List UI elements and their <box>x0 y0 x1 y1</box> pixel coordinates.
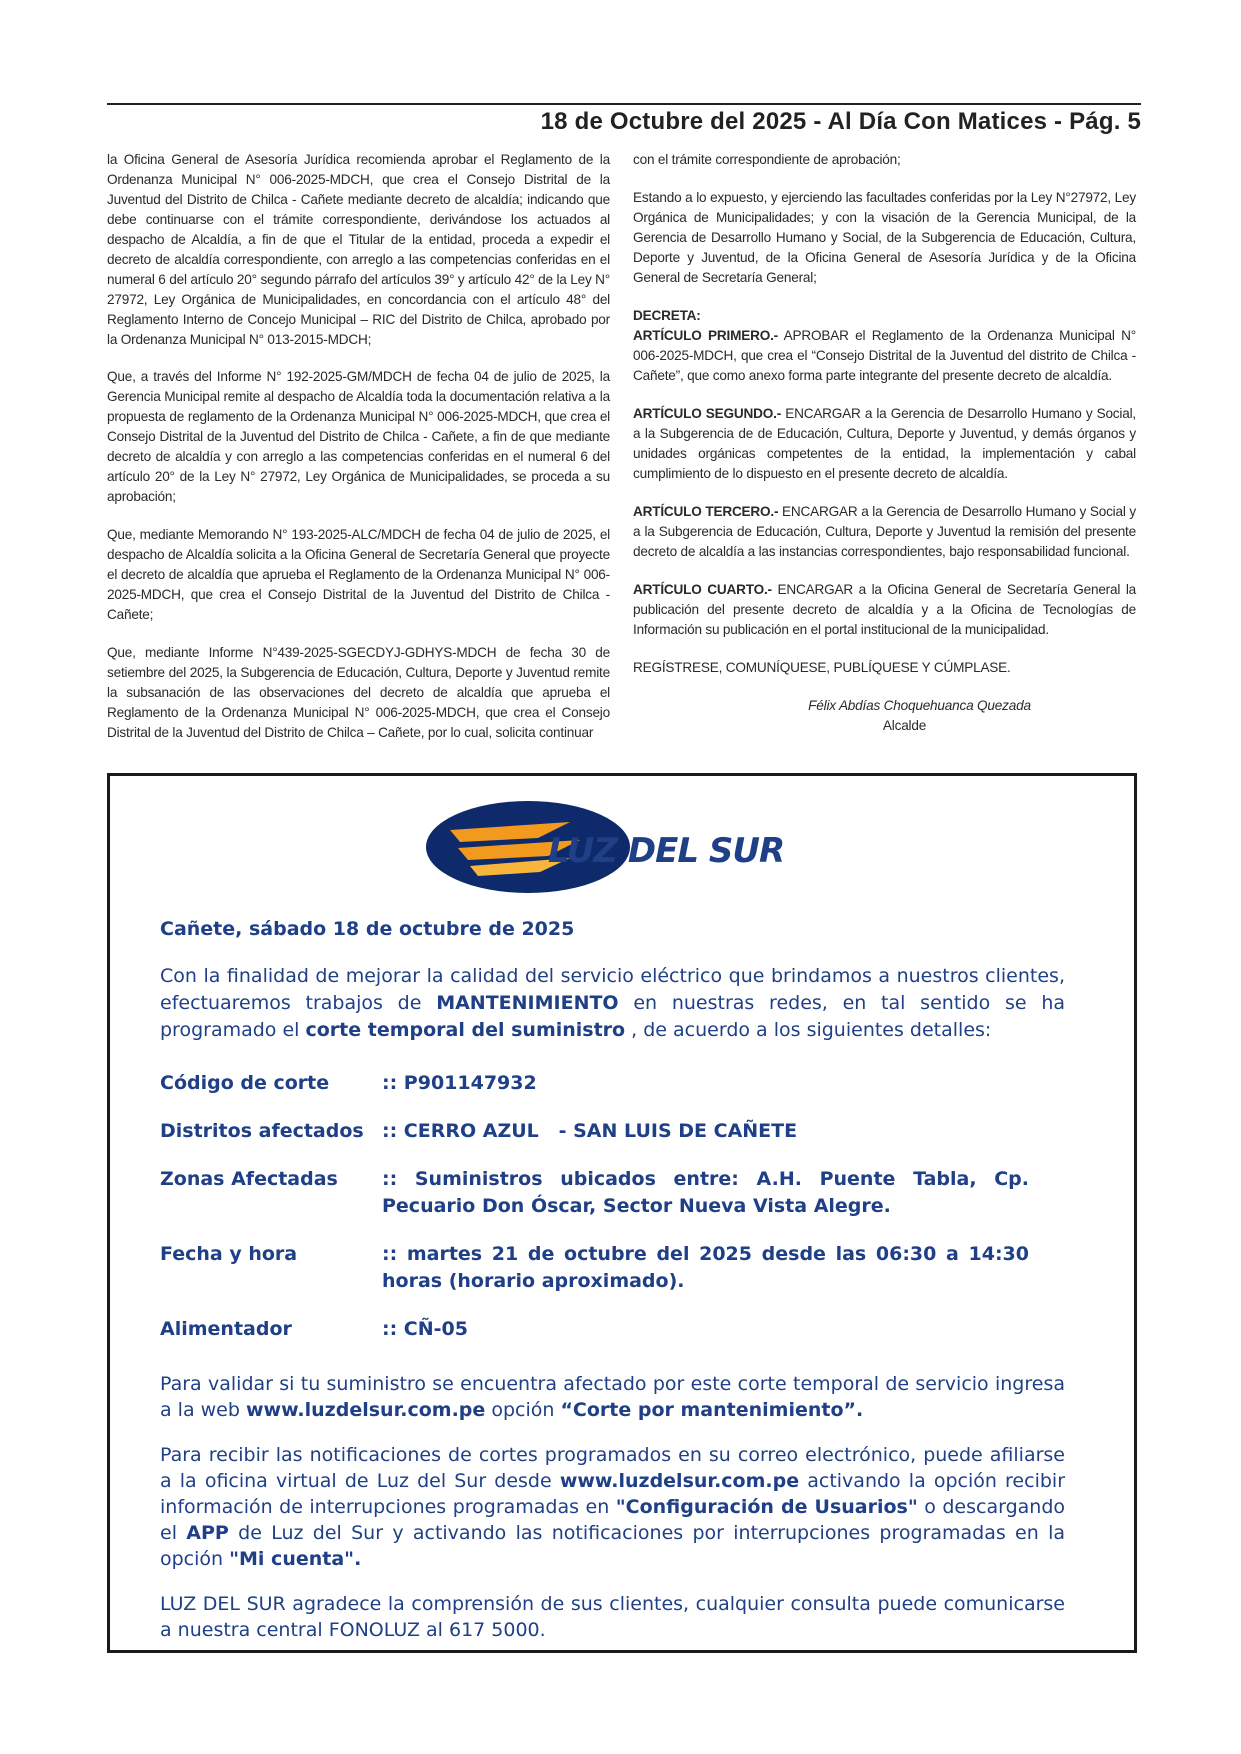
page-header-title: 18 de Octubre del 2025 - Al Día Con Matices - Pág. 5 <box>540 108 1141 135</box>
detail-label: Código de corte <box>160 1072 330 1094</box>
detail-label: Zonas Afectadas <box>160 1168 338 1190</box>
article-4-text: ENCARGAR a la Oficina General de Secretaría General la publicación del presente decreto de alcaldía y a la Oficina de Tecnologías de Información su publicación en el portal institucional de la municipalidad. <box>633 582 1136 637</box>
luz-del-sur-notice <box>107 773 1137 1653</box>
notif-text-b: activando la opción recibir información de interrupciones programadas en <box>160 1470 1065 1518</box>
header-rule <box>107 103 1141 105</box>
left-paragraph-1: la Oficina General de Asesoría Jurídica recomienda aprobar el Reglamento de la Ordenanza Municipal N° 006-2025-MDCH, que crea el Consejo Distrital de la Juventud del Distrito de Chilca - Cañete mediante decreto de alcaldía; indicando que debe continuarse con el trámite correspondiente, derivándose los actuados al despacho de Alcaldía, a fin de que el Titular de la entidad, proceda a expedir el decreto de alcaldía correspondiente, con arreglo a las competencias conferidas en el numeral 6 del artículo 20° segundo párrafo del artículos 39° y artículo 42° de la Ley N° 27972, Ley Orgánica de Municipalidades, en concordancia con el artículo 48° del Reglamento Interno de Concejo Municipal – RIC del Distrito de Chilca, aprobado por la Ordenanza Municipal N° 013-2015-MDCH; <box>107 152 610 347</box>
logo-wordmark: LUZ DEL SUR <box>548 831 785 871</box>
detail-label: Distritos afectados <box>160 1120 364 1142</box>
validate-paragraph <box>160 1371 1065 1423</box>
detail-row-datetime <box>160 1241 1065 1295</box>
notif-account-option: "Mi cuenta". <box>229 1548 362 1570</box>
article-1-text: APROBAR el Reglamento de la Ordenanza Municipal N° 006-2025-MDCH, que crea el “Consejo Distrital de la Juventud del distrito de Chilca - Cañete”, que como anexo forma parte integrante del presente decreto de alcaldía. <box>633 328 1136 383</box>
detail-value: :: CÑ-05 <box>382 1318 468 1340</box>
intro-maintenance: MANTENIMIENTO <box>436 992 619 1014</box>
validate-text-b: opción <box>485 1399 561 1421</box>
detail-row-districts <box>160 1118 1065 1145</box>
validate-text-a: Para validar si tu suministro se encuentra afectado por este corte temporal de servicio ingresa a la web <box>160 1373 1065 1421</box>
right-column <box>633 150 1136 736</box>
article-2-text: ENCARGAR a la Gerencia de Desarrollo Humano y Social, a la Subgerencia de de Educación, Cultura, Deporte y Juventud, y demás órganos y unidades orgánicas competentes de la entidad, la implementación y cabal cumplimiento de lo dispuesto en el presente decreto de alcaldía. <box>633 406 1136 481</box>
left-column <box>107 150 610 761</box>
intro-text-a: Con la finalidad de mejorar la calidad del servicio eléctrico que brindamos a nuestros clientes, efectuaremos trabajos de <box>160 965 1065 1014</box>
detail-row-feeder <box>160 1316 1065 1343</box>
detail-row-zones <box>160 1166 1065 1220</box>
notif-text-a: Para recibir las notificaciones de cortes programados en su correo electrónico, puede afiliarse a la oficina virtual de Luz del Sur desde <box>160 1444 1065 1492</box>
article-1-label: ARTÍCULO PRIMERO.- <box>633 328 778 343</box>
article-3-text: ENCARGAR a la Gerencia de Desarrollo Humano y Social y a la Subgerencia de Educación, Cultura, Deporte y Juventud la remisión del presente decreto de alcaldía a las instancias correspondientes, bajo responsabilidad funcional. <box>633 504 1136 559</box>
article-1 <box>633 326 1136 386</box>
left-paragraph-2: Que, a través del Informe N° 192-2025-GM/MDCH de fecha 04 de julio de 2025, la Gerencia Municipal remite al despacho de Alcaldía toda la documentación relativa a la propuesta de reglamento de la Ordenanza Municipal N° 006-2025-MDCH, que crea el Consejo Distrital de la Juventud del Distrito de Chilca - Cañete, a fin de que mediante decreto de alcaldía y con arreglo a las competencias conferidas en el numeral 6 del artículo 20° de la Ley N° 27972, Ley Orgánica de Municipalidades, se proceda a su aprobación; <box>107 369 610 504</box>
decreta-heading: DECRETA: <box>633 308 701 323</box>
detail-value: :: CERRO AZUL - SAN LUIS DE CAÑETE <box>382 1120 798 1142</box>
thanks-paragraph: LUZ DEL SUR agradece la comprensión de sus clientes, cualquier consulta puede comunicarse a nuestra central FONOLUZ al 617 5000. <box>160 1593 1065 1641</box>
article-3-label: ARTÍCULO TERCERO.- <box>633 504 779 519</box>
notice-date: Cañete, sábado 18 de octubre de 2025 <box>160 918 575 940</box>
left-paragraph-4: Que, mediante Informe N°439-2025-SGECDYJ-GDHYS-MDCH de fecha 30 de setiembre del 2025, la Subgerencia de Educación, Cultura, Deporte y Juventud remite la subsanación de las observaciones del decreto de alcaldía que aprueba el Reglamento de la Ordenanza Municipal N° 006-2025-MDCH, que crea el Consejo Distrital de la Juventud del Distrito de Chilca – Cañete, por lo cual, solicita continuar <box>107 645 610 740</box>
article-4-label: ARTÍCULO CUARTO.- <box>633 582 772 597</box>
article-4 <box>633 580 1136 640</box>
notif-text-d: de Luz del Sur y activando las notificaciones por interrupciones programadas en la opción <box>160 1522 1066 1570</box>
intro-text-c: en nuestras redes, en tal sentido se ha programado el <box>160 992 1066 1041</box>
detail-value: :: Suministros ubicados entre: A.H. Puente Tabla, Cp. Pecuario Don Óscar, Sector Nueva Vista Alegre. <box>382 1168 1029 1217</box>
notice-intro <box>160 963 1065 1044</box>
notif-text-c: o descargando el <box>160 1496 1066 1544</box>
signer-title: Alcalde <box>882 718 927 733</box>
notifications-paragraph <box>160 1442 1065 1572</box>
article-2-label: ARTÍCULO SEGUNDO.- <box>633 406 782 421</box>
signer-name: Félix Abdías Choquehuanca Quezada <box>808 698 1031 713</box>
intro-temporary-cut: corte temporal del suministro <box>305 1019 626 1041</box>
detail-value: :: martes 21 de octubre del 2025 desde las 06:30 a 14:30 horas (horario aproximado). <box>382 1243 1029 1292</box>
closing-formula: REGÍSTRESE, COMUNÍQUESE, PUBLÍQUESE Y CÚMPLASE. <box>633 660 1011 675</box>
right-paragraph-2: Estando a lo expuesto, y ejerciendo las facultades conferidas por la Ley N°27972, Ley Orgánica de Municipalidades; y con la visación de la Gerencia Municipal, de la Gerencia de Desarrollo Humano y Social, de la Subgerencia de Educación, Cultura, Deporte y Juventud, de la Oficina General de Asesoría Jurídica y de la Oficina General de Secretaría General; <box>633 190 1136 285</box>
notice-body <box>160 916 1065 1662</box>
detail-label: Fecha y hora <box>160 1243 298 1265</box>
notif-config-option: "Configuración de Usuarios" <box>615 1496 918 1518</box>
notif-web-link[interactable]: www.luzdelsur.com.pe <box>559 1470 800 1492</box>
luz-del-sur-logo <box>420 792 820 902</box>
validate-option: “Corte por mantenimiento”. <box>560 1399 864 1421</box>
validate-web-link[interactable]: www.luzdelsur.com.pe <box>245 1399 486 1421</box>
notif-app: APP <box>186 1522 229 1544</box>
article-2 <box>633 404 1136 484</box>
intro-text-e: , de acuerdo a los siguientes detalles: <box>625 1019 992 1041</box>
right-paragraph-1: con el trámite correspondiente de aprobación; <box>633 152 901 167</box>
article-3 <box>633 502 1136 562</box>
left-paragraph-3: Que, mediante Memorando N° 193-2025-ALC/MDCH de fecha 04 de julio de 2025, el despacho de Alcaldía solicita a la Oficina General de Secretaría General que proyecte el decreto de alcaldía que aprueba el Reglamento de la Ordenanza Municipal N° 006-2025-MDCH, que crea el Consejo Distrital de la Juventud del Distrito de Chilca - Cañete; <box>107 527 610 622</box>
detail-value: :: P901147932 <box>382 1072 537 1094</box>
detail-row-cut-code <box>160 1070 1065 1097</box>
detail-label: Alimentador <box>160 1318 292 1340</box>
